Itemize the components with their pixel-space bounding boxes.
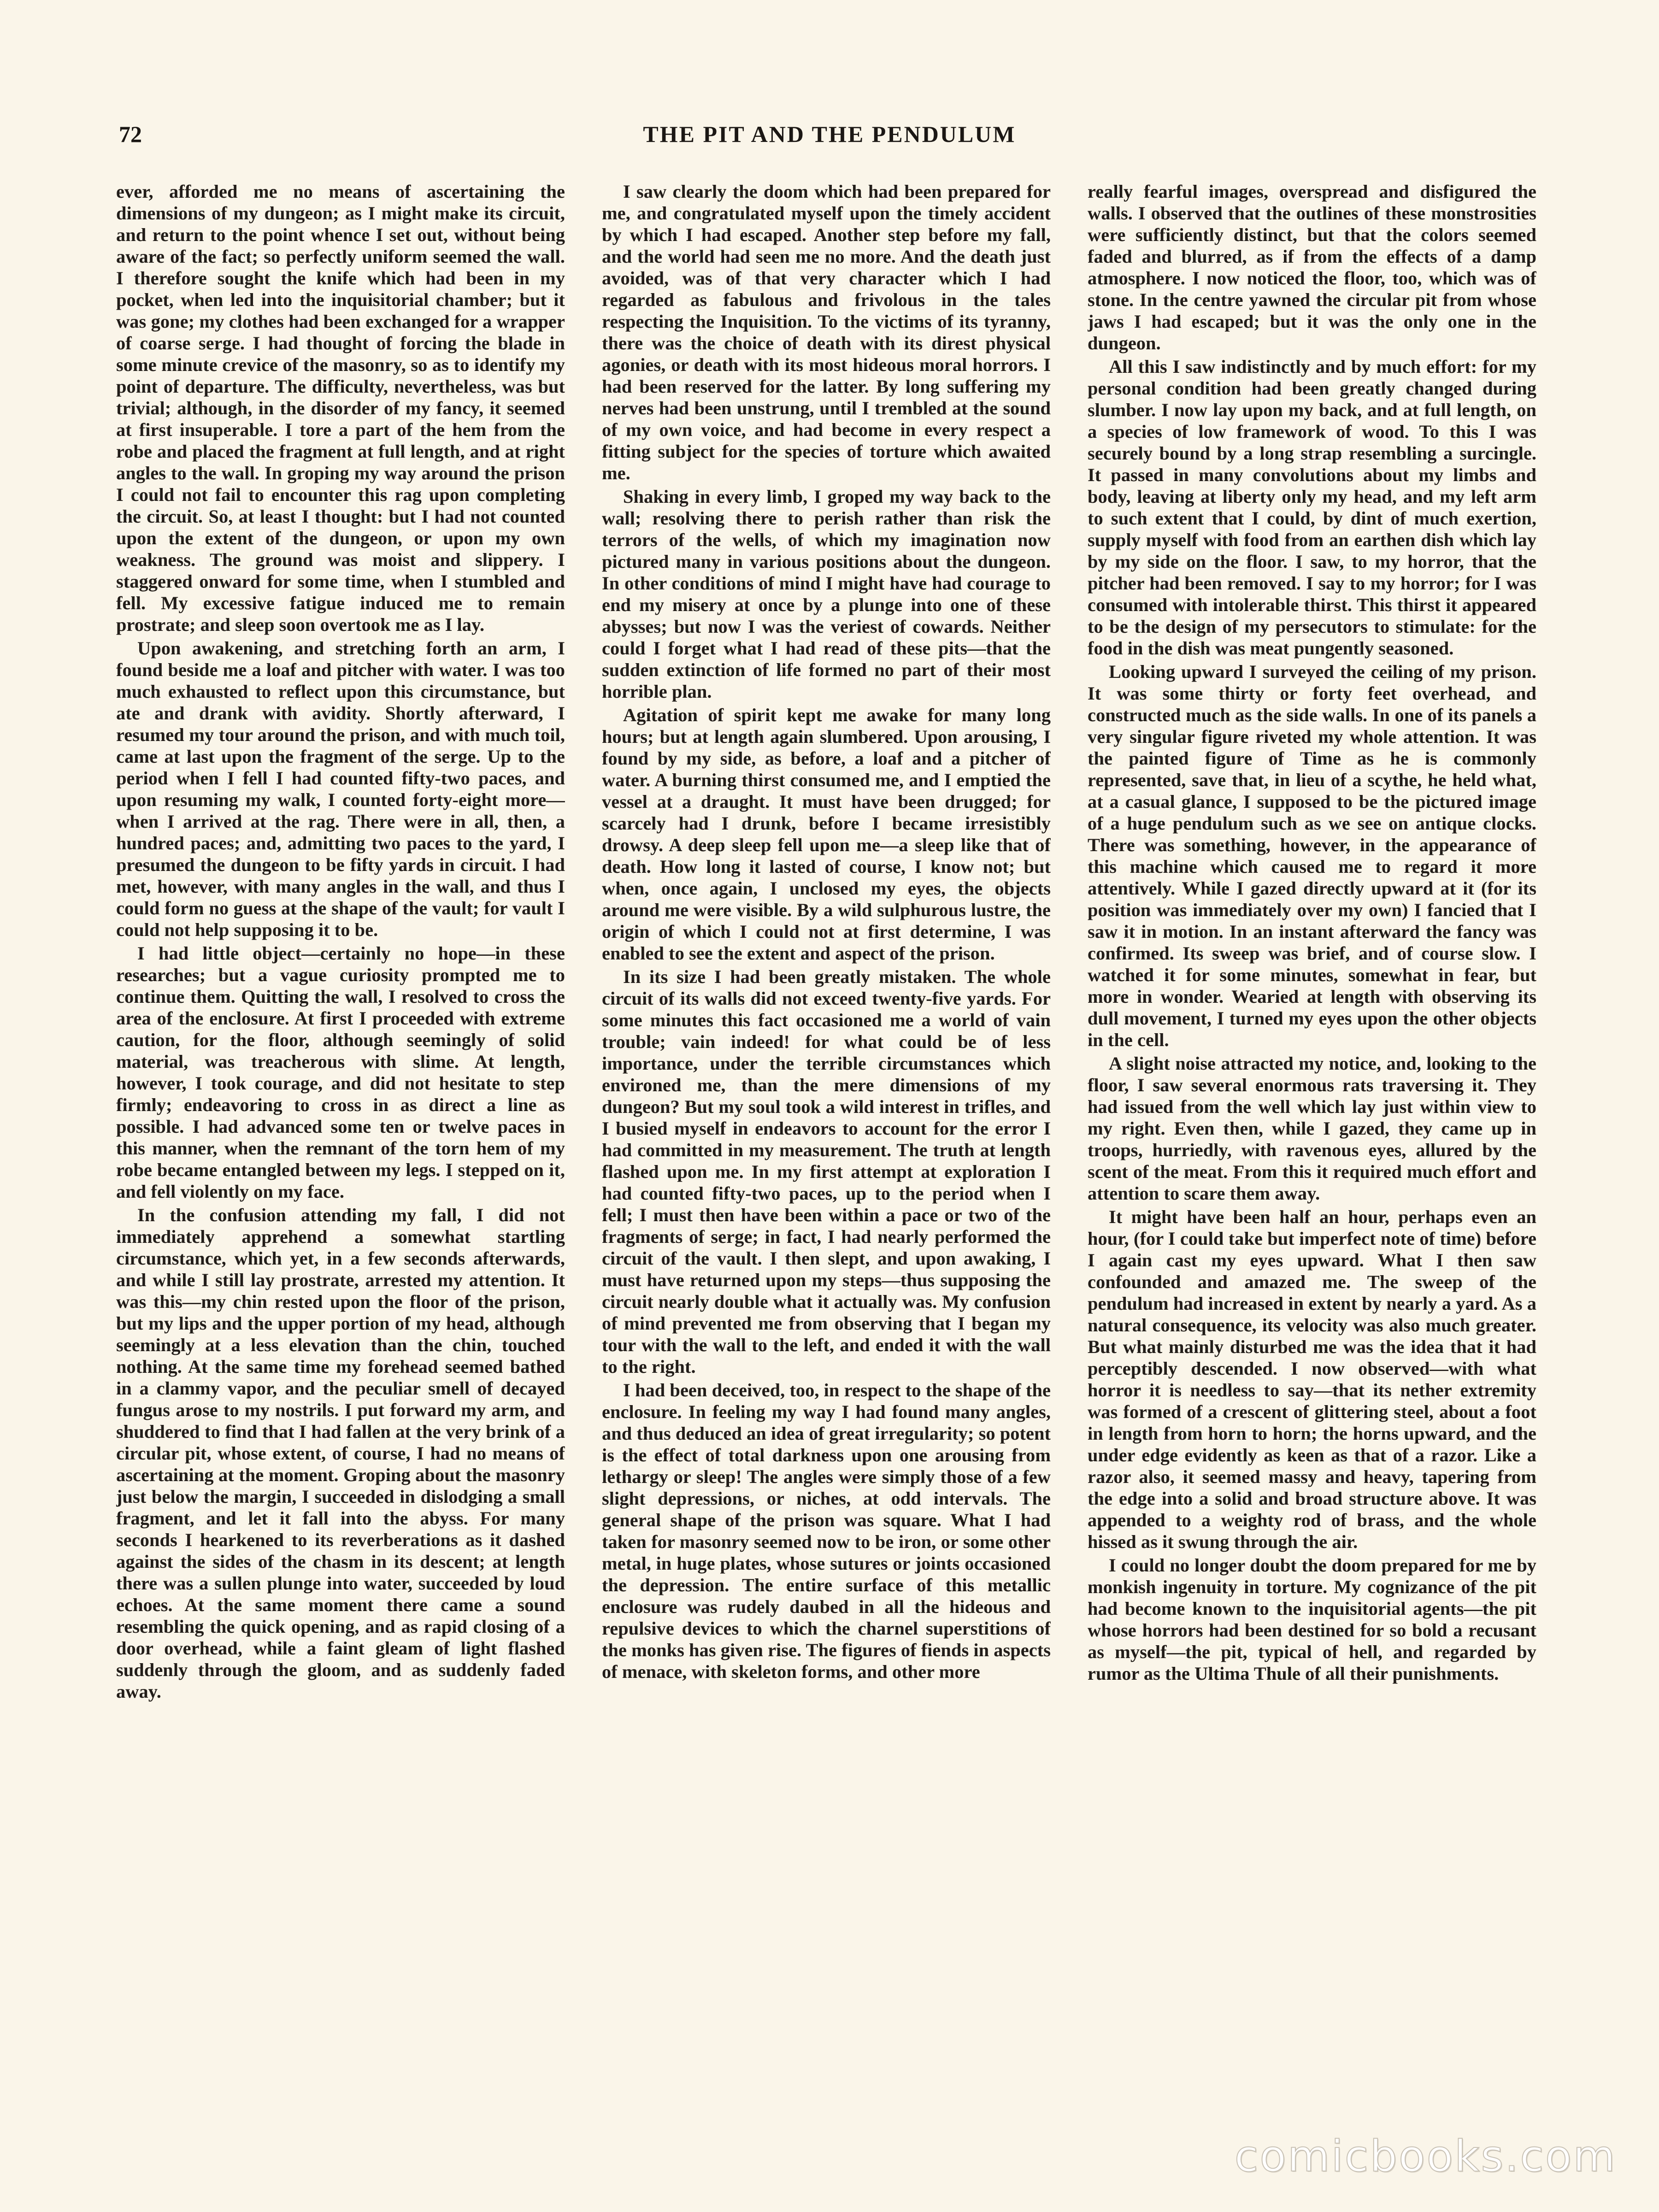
paragraph: In the confusion attending my fall, I did not immediately apprehend a somewhat startling circumstance, which yet, in a few seconds afterwards, and while I still lay prostrate, arrested my attention. It was this—my chin rested upon the floor of the prison, but my lips and the upper portion of my head, although seemingly at a less elevation than the chin, touched nothing. At the same time my forehead seemed bathed in a clammy vapor, and the peculiar smell of decayed fungus arose to my nostrils. I put forward my arm, and shuddered to find that I had fallen at the very brink of a circular pit, whose extent, of course, I had no means of ascertaining at the moment. Groping about the masonry just below the margin, I succeeded in dislodging a small fragment, and let it fall into the abyss. For many seconds I hearkened to its reverberations as it dashed against the sides of the chasm in its descent; at length there was a sullen plunge into water, succeeded by loud echoes. At the same moment there came a sound resembling the quick opening, and as rapid closing of a door overhead, while a faint gleam of light flashed suddenly through the gloom, and as suddenly faded away.: [116, 1205, 565, 1702]
page-title: THE PIT AND THE PENDULUM: [643, 121, 1016, 147]
paragraph: A slight noise attracted my notice, and, looking to the floor, I saw several enormous rats traversing it. They had issued from the well which lay just within view to my right. Even then, while I gazed, they came up in troops, hurriedly, with ravenous eyes, allured by the scent of the meat. From this it required much effort and attention to scare them away.: [1088, 1053, 1536, 1204]
paragraph: I saw clearly the doom which had been prepared for me, and congratulated myself upon the timely accident by which I had escaped. Another step before my fall, and the world had seen me no more. And the death just avoided, was of that very character which I had regarded as fabulous and frivolous in the tales respecting the Inquisition. To the victims of its tyranny, there was the choice of death with its direst physical agonies, or death with its most hideous moral horrors. I had been reserved for the latter. By long suffering my nerves had been unstrung, until I trembled at the sound of my own voice, and had become in every respect a fitting subject for the species of torture which awaited me.: [602, 181, 1051, 483]
column-2: [602, 181, 1051, 2088]
paragraph: ever, afforded me no means of ascertaining the dimensions of my dungeon; as I might make its circuit, and return to the point whence I set out, without being aware of the fact; so perfectly uniform seemed the wall. I therefore sought the knife which had been in my pocket, when led into the inquisitorial chamber; but it was gone; my clothes had been exchanged for a wrapper of coarse serge. I had thought of forcing the blade in some minute crevice of the masonry, so as to identify my point of departure. The difficulty, nevertheless, was but trivial; although, in the disorder of my fancy, it seemed at first insuperable. I tore a part of the hem from the robe and placed the fragment at full length, and at right angles to the wall. In groping my way around the prison I could not fail to encounter this rag upon completing the circuit. So, at least I thought: but I had not counted upon the extent of the dungeon, or upon my own weakness. The ground was moist and slippery. I staggered onward for some time, when I stumbled and fell. My excessive fatigue induced me to remain prostrate; and sleep soon overtook me as I lay.: [116, 181, 565, 635]
paragraph: It might have been half an hour, perhaps even an hour, (for I could take but imperfect note of time) before I again cast my eyes upward. What I then saw confounded and amazed me. The sweep of the pendulum had increased in extent by nearly a yard. As a natural consequence, its velocity was also much greater. But what mainly disturbed me was the idea that it had perceptibly descended. I now observed—with what horror it is needless to say—that its nether extremity was formed of a crescent of glittering steel, about a foot in length from horn to horn; the horns upward, and the under edge evidently as keen as that of a razor. Like a razor also, it seemed massy and heavy, tapering from the edge into a solid and broad structure above. It was appended to a weighty rod of brass, and the whole hissed as it swung through the air.: [1088, 1206, 1536, 1552]
column-3: [1088, 181, 1536, 2088]
column-1: [116, 181, 565, 2088]
paragraph: I had little object—certainly no hope—in these researches; but a vague curiosity prompted me to continue them. Quitting the wall, I resolved to cross the area of the enclosure. At first I proceeded with extreme caution, for the floor, although seemingly of solid material, was treacherous with slime. At length, however, I took courage, and did not hesitate to step firmly; endeavoring to cross in as direct a line as possible. I had advanced some ten or twelve paces in this manner, when the remnant of the torn hem of my robe became entangled between my legs. I stepped on it, and fell violently on my face.: [116, 943, 565, 1202]
paragraph: I could no longer doubt the doom prepared for me by monkish ingenuity in torture. My cognizance of the pit had become known to the inquisitorial agents—the pit whose horrors had been destined for so bold a recusant as myself—the pit, typical of hell, and regarded by rumor as the Ultima Thule of all their punishments.: [1088, 1555, 1536, 1684]
paragraph: Agitation of spirit kept me awake for many long hours; but at length again slumbered. Upon arousing, I found by my side, as before, a loaf and a pitcher of water. A burning thirst consumed me, and I emptied the vessel at a draught. It must have been drugged; for scarcely had I drunk, before I became irresistibly drowsy. A deep sleep fell upon me—a sleep like that of death. How long it lasted of course, I know not; but when, once again, I unclosed my eyes, the objects around me were visible. By a wild sulphurous lustre, the origin of which I could not at first determine, I was enabled to see the extent and aspect of the prison.: [602, 705, 1051, 964]
paragraph: I had been deceived, too, in respect to the shape of the enclosure. In feeling my way I had found many angles, and thus deduced an idea of great irregularity; so potent is the effect of total darkness upon one arousing from lethargy or sleep! The angles were simply those of a few slight depressions, or niches, at odd intervals. The general shape of the prison was square. What I had taken for masonry seemed now to be iron, or some other metal, in huge plates, whose sutures or joints occasioned the depression. The entire surface of this metallic enclosure was rudely daubed in all the hideous and repulsive devices to which the charnel superstitions of the monks has given rise. The figures of fiends in aspects of menace, with skeleton forms, and other more: [602, 1380, 1051, 1682]
paragraph: Looking upward I surveyed the ceiling of my prison. It was some thirty or forty feet overhead, and constructed much as the side walls. In one of its panels a very singular figure riveted my whole attention. It was the painted figure of Time as he is commonly represented, save that, in lieu of a scythe, he held what, at a casual glance, I supposed to be the pictured image of a huge pendulum such as we see on antique clocks. There was something, however, in the appearance of this machine which caused me to regard it more attentively. While I gazed directly upward at it (for its position was immediately over my own) I fancied that I saw it in motion. In an instant afterward the fancy was confirmed. Its sweep was brief, and of course slow. I watched it for some minutes, somewhat in fear, but more in wonder. Wearied at length with observing its dull movement, I turned my eyes upon the other objects in the cell.: [1088, 661, 1536, 1050]
paragraph: In its size I had been greatly mistaken. The whole circuit of its walls did not exceed twenty-five yards. For some minutes this fact occasioned me a world of vain trouble; vain indeed! for what could be of less importance, under the terrible circumstances which environed me, than the mere dimensions of my dungeon? But my soul took a wild interest in trifles, and I busied myself in endeavors to account for the error I had committed in my measurement. The truth at length flashed upon me. In my first attempt at exploration I had counted fifty-two paces, up to the period when I fell; I must then have been within a pace or two of the fragments of serge; in fact, I had nearly performed the circuit of the vault. I then slept, and upon awaking, I must have returned upon my steps—thus supposing the circuit nearly double what it actually was. My confusion of mind prevented me from observing that I began my tour with the wall to the left, and ended it with the wall to the right.: [602, 966, 1051, 1377]
page-header: [115, 121, 1544, 153]
paragraph: Shaking in every limb, I groped my way back to the wall; resolving there to perish rather than risk the terrors of the wells, of which my imagination now pictured many in various positions about the dungeon. In other conditions of mind I might have had courage to end my misery at once by a plunge into one of these abysses; but now I was the veriest of cowards. Neither could I forget what I had read of these pits—that the sudden extinction of life formed no part of their most horrible plan.: [602, 486, 1051, 702]
page-number: 72: [119, 121, 142, 147]
paragraph: All this I saw indistinctly and by much effort: for my personal condition had been greatly changed during slumber. I now lay upon my back, and at full length, on a species of low framework of wood. To this I was securely bound by a long strap resembling a surcingle. It passed in many convolutions about my limbs and body, leaving at liberty only my head, and my left arm to such extent that I could, by dint of much exertion, supply myself with food from an earthen dish which lay by my side on the floor. I saw, to my horror, that the pitcher had been removed. I say to my horror; for I was consumed with intolerable thirst. This thirst it appeared to be the design of my persecutors to stimulate: for the food in the dish was meat pungently seasoned.: [1088, 356, 1536, 659]
paragraph: really fearful images, overspread and disfigured the walls. I observed that the outlines of these monstrosities were sufficiently distinct, but that the colors seemed faded and blurred, as if from the effects of a damp atmosphere. I now noticed the floor, too, which was of stone. In the centre yawned the circular pit from whose jaws I had escaped; but it was the only one in the dungeon.: [1088, 181, 1536, 353]
watermark: comicbooks.com: [1234, 2131, 1617, 2182]
paragraph: Upon awakening, and stretching forth an arm, I found beside me a loaf and pitcher with water. I was too much exhausted to reflect upon this circumstance, but ate and drank with avidity. Shortly afterward, I resumed my tour around the prison, and with much toil, came at last upon the fragment of the serge. Up to the period when I fell I had counted fifty-two paces, and upon resuming my walk, I counted forty-eight more—when I arrived at the rag. There were in all, then, a hundred paces; and, admitting two paces to the yard, I presumed the dungeon to be fifty yards in circuit. I had met, however, with many angles in the wall, and thus I could form no guess at the shape of the vault; for vault I could not help supposing it to be.: [116, 638, 565, 940]
text-columns: [116, 181, 1536, 2088]
